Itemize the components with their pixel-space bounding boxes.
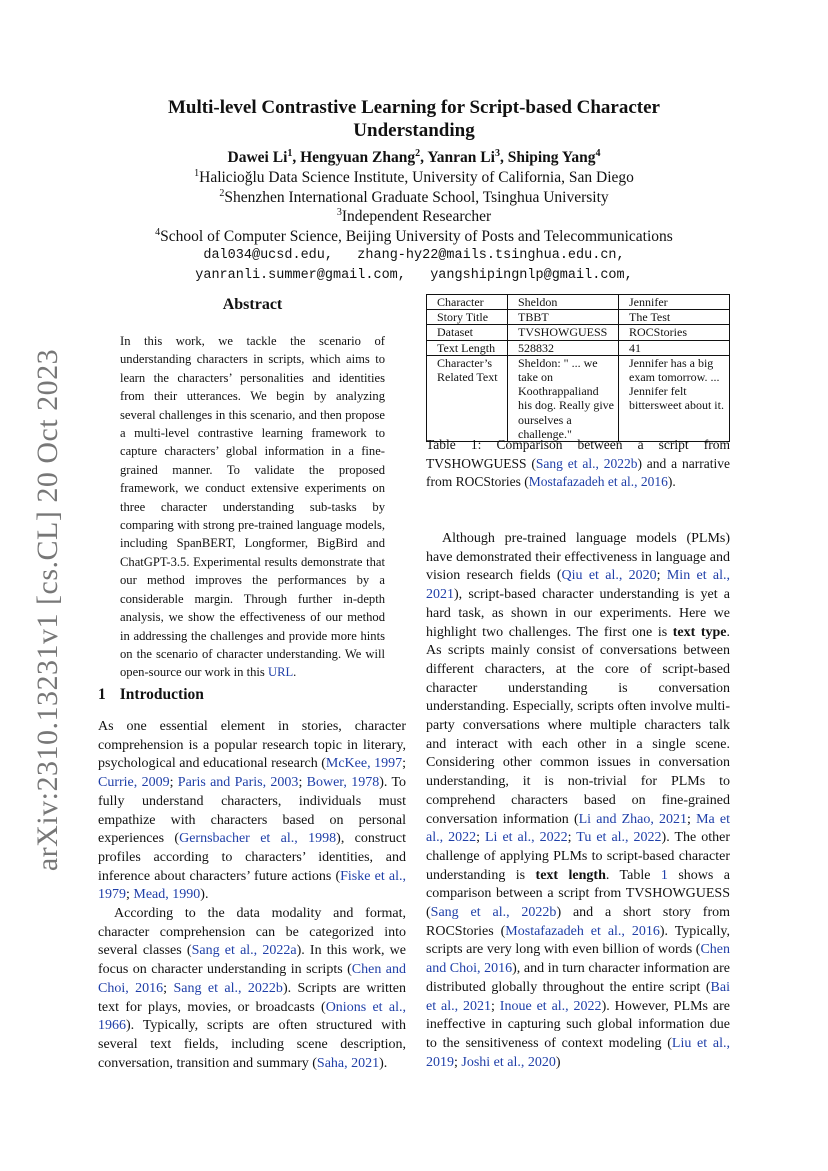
table-row: Text Length 528832 41 [427, 340, 730, 355]
citation-link[interactable]: Mostafazadeh et al., 2016 [528, 474, 668, 489]
table-caption: Table 1: Comparison between a script from TVSHOWGUESS (Sang et al., 2022b) and a narrative from ROCStories (Mostafazadeh et al., 2016). [426, 437, 730, 489]
citation-link[interactable]: Chen and Choi, 2016 [426, 942, 730, 977]
paragraph: According to the data modality and format, character comprehension can be categorized into several classes (Sang et al., 2022a). In this work, we focus on character understanding in scripts (Chen and Choi, 2016; Sang et al., 2022b). Scripts are written text for plays, movies, or broadcasts (Onions et al., 1966). Typically, scripts are often structured with several text fields, including scene description, conversation, transition and summary (Saha, 2021). [98, 906, 407, 1071]
citation-link[interactable]: Liu et al., 2019 [426, 1035, 730, 1070]
citation-link[interactable]: Qiu et al., 2020 [561, 568, 657, 584]
citation-link[interactable]: Saha, 2021 [316, 1055, 380, 1071]
paragraph: Although pre-trained language models (PLMs) have demonstrated their effectiveness in language and vision research fields (Qiu et al., 2020; Min et al., 2021), script-based character understanding is yet a hard task, as shown in our experiments. Here we highlight two challenges. The first one is text type. As scripts mainly consist of conversations between different characters, at the core of script-based character understanding is conversation understanding. Especially, scripts often involve multi-party conversations where multiple characters talk and interact with each other in a single scene. Considering other common issues in conversation understanding, it is non-trivial for PLMs to comprehend characters based on fine-grained conversation information (Li and Zhao, 2021; Ma et al., 2022; Li et al., 2022; Tu et al., 2022). The other challenge of applying PLMs to script-based character understanding is text length. Table 1 shows a comparison between a script from TVSHOWGUESS (Sang et al., 2022b) and a short story from ROCStories (Mostafazadeh et al., 2016). Typically, scripts are very long with even billion of words (Chen and Choi, 2016), and in turn character information are distributed globally throughout the entire script (Bai et al., 2021; Inoue et al., 2022). However, PLMs are ineffective in capturing such global information due to the sensitiveness of context modeling (Liu et al., 2019; Joshi et al., 2020) [426, 531, 731, 1070]
citation-link[interactable]: Mostafazadeh et al., 2016 [505, 923, 660, 939]
citation-link[interactable]: Tu et al., 2022 [576, 830, 662, 846]
affiliation-4: $^4$School of Computer Science, Beijing University of Posts and Telecommunications [155, 226, 673, 245]
citation-link[interactable]: Ma et al., 2022 [426, 811, 731, 846]
citation-link[interactable]: Sang et al., 2022b [535, 455, 638, 471]
paragraph: As one essential element in stories, character comprehension is a popular research topic in literary, psychological and educational research (McKee, 1997; Currie, 2009; Paris and Paris, 2003; Bower, 1978). To fully understand characters, individuals must empathize with characters based on personal experiences (Gernsbacher et al., 1998), construct profiles according to characters’ identities, and inference about characters’ future actions (Fiske et al., 1979; Mead, 1990). [98, 719, 407, 903]
paper-title: Multi-level Contrastive Learning for Script-based Character Understanding [168, 97, 660, 141]
table-row: Dataset TVSHOWGUESS ROCStories [427, 325, 730, 340]
table-row: Character’s Related Text Sheldon: " ... we take on Koothrappaliand his dog. Really give ourselves a challenge." Jennifer has a big exam tomorrow. ... Jennifer felt bittersweet about it. [427, 355, 730, 441]
table-ref-link[interactable]: 1 [660, 867, 668, 883]
citation-link[interactable]: Li et al., 2022 [485, 830, 568, 846]
arxiv-stamp: arXiv:2310.13231v1 [cs.CL] 20 Oct 2023 [31, 348, 64, 872]
affiliation-3: $^3$Independent Researcher [336, 206, 492, 225]
citation-link[interactable]: Joshi et al., 2020 [461, 1054, 556, 1070]
affiliations [0, 168, 828, 285]
citation-link[interactable]: Bower, 1978 [306, 775, 380, 791]
citation-link[interactable]: McKee, 1997 [325, 756, 403, 772]
table-row: Story Title TBBT The Test [427, 310, 730, 325]
emails-line-2: yanranli.summer@gmail.com, yangshipingnlp@gmail.com, [195, 267, 633, 283]
citation-link[interactable]: Mead, 1990 [133, 887, 201, 903]
affiliation-2: $^2$Shenzhen International Graduate School, Tsinghua University [219, 187, 609, 206]
citation-link[interactable]: Paris and Paris, 2003 [177, 775, 299, 791]
comparison-table [426, 294, 730, 442]
abstract-text: In this work, we tackle the scenario of understanding characters in scripts, which aims to learn the characters’ personalities and identities from their utterances. We begin by analyzing several challenges in this scenario, and then propose a multi-level contrastive learning framework to capture characters’ global information in a fine-grained manner. To validate the proposed framework, we conduct extensive experiments on three character understanding sub-tasks by comparing with strong pre-trained language models, including SpanBERT, Longformer, BigBird and ChatGPT-3.5. Experimental results demonstrate that our method improves the performances by a considerable margin. Through further in-depth analysis, we show the effectiveness of our method in addressing the challenges and provide more hints on the scenario of character understanding. We will open-source our work in this URL. [120, 334, 385, 680]
citation-link[interactable]: Li and Zhao, 2021 [578, 811, 688, 827]
emails-line-1: dal034@ucsd.edu, zhang-hy22@mails.tsinghua.edu.cn, [203, 248, 625, 263]
citation-link[interactable]: Sang et al., 2022b [430, 905, 557, 921]
citation-link[interactable]: Sang et al., 2022b [173, 980, 283, 996]
author-list: Dawei Li$^1$, Hengyuan Zhang$^2$, Yanran Li$^3$, Shiping Yang$^4$ [227, 147, 601, 166]
section-heading: 1 Introduction [98, 686, 204, 703]
citation-link[interactable]: Sang et al., 2022a [191, 943, 297, 959]
citation-link[interactable]: Inoue et al., 2022 [499, 998, 602, 1014]
url-link[interactable]: URL [267, 665, 294, 680]
citation-link[interactable]: Onions et al., 1966 [98, 999, 406, 1034]
intro-right-column [426, 530, 730, 1072]
citation-link[interactable]: Bai et al., 2021 [426, 979, 730, 1014]
affiliation-1: $^1$Halicioğlu Data Science Institute, University of California, San Diego [194, 167, 634, 186]
citation-link[interactable]: Min et al., 2021 [426, 568, 731, 603]
citation-link[interactable]: Chen and Choi, 2016 [98, 962, 407, 996]
abstract-heading: Abstract [222, 296, 283, 313]
table-row: Character Sheldon Jennifer [427, 295, 730, 310]
citation-link[interactable]: Gernsbacher et al., 1998 [179, 831, 337, 847]
intro-left-column [98, 718, 406, 1073]
citation-link[interactable]: Currie, 2009 [98, 775, 170, 791]
citation-link[interactable]: Fiske et al., 1979 [98, 868, 407, 903]
